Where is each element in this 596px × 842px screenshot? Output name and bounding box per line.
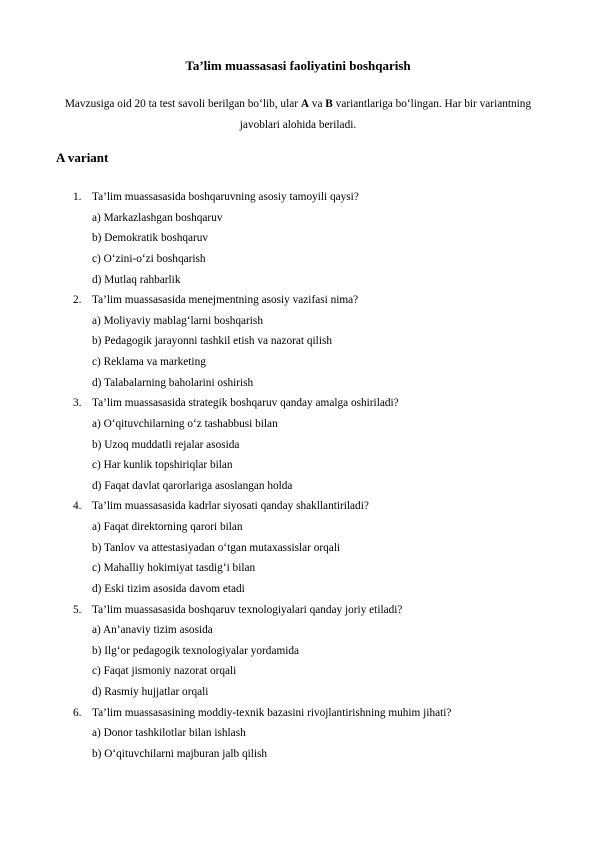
answer-option-text: b) O‘qituvchilarni majburan jalb qilish: [92, 747, 268, 760]
answer-option: [0, 538, 596, 559]
answer-option-text: a) Donor tashkilotlar bilan ishlash: [92, 727, 246, 740]
answer-option: [0, 373, 596, 394]
answer-option: [0, 352, 596, 373]
question-item: [0, 187, 596, 208]
answer-option-text: a) Moliyaviy mablag‘larni boshqarish: [92, 314, 263, 327]
answer-option-text: d) Mutlaq rahbarlik: [92, 273, 181, 286]
answer-option-text: c) Mahalliy hokimiyat tasdig‘i bilan: [92, 562, 256, 575]
answer-option-text: b) Demokratik boshqaruv: [92, 232, 209, 245]
answer-option: [0, 270, 596, 291]
answer-option-text: b) Tanlov va attestasiyadan o‘tgan mutaxassislar orqali: [92, 541, 341, 554]
answer-option-text: c) O‘zini-o‘zi boshqarish: [92, 252, 206, 265]
question-text: Ta’lim muassasasida menejmentning asosiy vazifasi nima?: [92, 294, 359, 307]
answer-option: [0, 744, 596, 765]
answer-option-text: d) Talabalarning baholarini oshirish: [92, 376, 254, 389]
intro-paragraph: [56, 94, 540, 136]
answer-option: [0, 435, 596, 456]
question-number: 1.: [73, 191, 82, 203]
question-text: Ta’lim muassasasida boshqaruv texnologiyalari qanday joriy etiladi?: [92, 603, 403, 616]
answer-option-text: d) Eski tizim asosida davom etadi: [92, 582, 245, 595]
answer-option: [0, 723, 596, 744]
question-item: [0, 703, 596, 724]
question-item: [0, 290, 596, 311]
question-item: [0, 496, 596, 517]
answer-option-text: d) Faqat davlat qarorlariga asoslangan holda: [92, 479, 293, 492]
answer-option: [0, 414, 596, 435]
answer-option: [0, 455, 596, 476]
question-text: Ta’lim muassasasida boshqaruvning asosiy tamoyili qaysi?: [92, 191, 359, 203]
answer-option-text: a) Faqat direktorning qarori bilan: [92, 521, 243, 533]
answer-option-text: c) Faqat jismoniy nazorat orqali: [92, 665, 237, 678]
question-number: 3.: [73, 397, 82, 410]
intro-variant-a: A: [300, 98, 309, 110]
question-number: 2.: [73, 294, 82, 307]
question-number: 5.: [73, 603, 82, 616]
answer-option-text: c) Reklama va marketing: [92, 356, 206, 368]
question-number: 6.: [73, 706, 82, 719]
answer-option-text: b) Ilg‘or pedagogik texnologiyalar yordamida: [92, 644, 300, 657]
variant-heading: A variant: [56, 150, 109, 165]
question-text: Ta’lim muassasasida kadrlar siyosati qanday shakllantiriladi?: [92, 500, 369, 513]
answer-option-text: c) Har kunlik topshiriqlar bilan: [92, 459, 233, 472]
answer-option-text: b) Pedagogik jarayonni tashkil etish va nazorat qilish: [92, 335, 333, 348]
answer-option-text: b) Uzoq muddatli rejalar asosida: [92, 438, 240, 451]
answer-option: [0, 641, 596, 662]
question-item: [0, 600, 596, 621]
answer-option: [0, 558, 596, 579]
answer-option: [0, 661, 596, 682]
answer-option: [0, 208, 596, 229]
answer-option: [0, 517, 596, 538]
question-item: [0, 393, 596, 414]
answer-option: [0, 331, 596, 352]
answer-option: [0, 476, 596, 497]
question-text: Ta’lim muassasasining moddiy-texnik bazasini rivojlantirishning muhim jihati?: [92, 706, 452, 719]
answer-option-text: d) Rasmiy hujjatlar orqali: [92, 686, 209, 698]
answer-option: [0, 311, 596, 332]
answer-option: [0, 620, 596, 641]
answer-option: [0, 579, 596, 600]
question-number: 4.: [73, 500, 82, 513]
answer-option: [0, 228, 596, 249]
question-list: [0, 187, 596, 765]
intro-variant-b: B: [325, 98, 333, 110]
intro-text-3: variantlariga bo‘lingan. Har bir variantning javoblari alohida beriladi.: [239, 98, 532, 131]
answer-option: [0, 249, 596, 270]
answer-option-text: a) An’anaviy tizim asosida: [92, 624, 213, 637]
question-text: Ta’lim muassasasida strategik boshqaruv qanday amalga oshiriladi?: [92, 397, 399, 410]
intro-text-2: va: [308, 98, 326, 110]
intro-text-1: Mavzusiga oid 20 ta test savoli berilgan bo‘lib, ular: [64, 98, 301, 110]
answer-option-text: a) O‘qituvchilarning o‘z tashabbusi bilan: [92, 417, 278, 430]
answer-option-text: a) Markazlashgan boshqaruv: [92, 211, 223, 224]
answer-option: [0, 682, 596, 703]
document-title: Ta’lim muassasasi faoliyatini boshqarish: [185, 58, 411, 73]
